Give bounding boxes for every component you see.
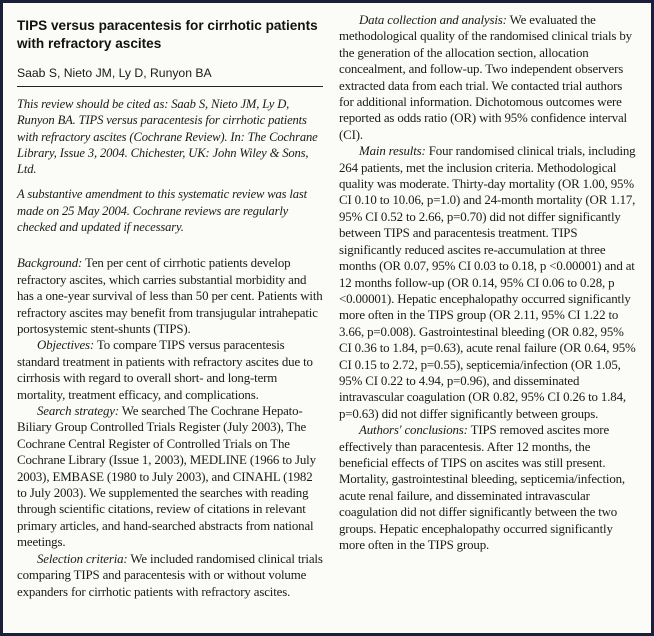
section-label: Background: xyxy=(17,256,83,271)
section-label: Search strategy: xyxy=(37,404,119,419)
section-label: Main results: xyxy=(359,144,426,159)
section-authors-conclusions xyxy=(339,422,639,553)
section-label: Selection criteria: xyxy=(37,551,128,566)
section-text: TIPS removed ascites more effectively than paracentesis. After 12 months, the beneficial effects of TIPS on ascites was still present. Mortality, gastrointestinal bleeding, septicemia/infection, acute renal failure, and disseminated intravascular coagulation did not differ significantly between the two groups. Hepatic encephalopathy occurred significantly more often in the TIPS group. xyxy=(339,423,626,552)
article-title: TIPS versus paracentesis for cirrhotic patients with refractory ascites xyxy=(17,18,318,51)
right-column xyxy=(339,12,639,553)
left-column xyxy=(17,17,323,600)
section-text: Ten per cent of cirrhotic patients develop refractory ascites, which carries substantial morbidity and has a one-year survival of less than 50 per cent. Patients with refractory ascites may benefit from transjugular intrahepatic portosystemic stent-shunts (TIPS). xyxy=(17,256,323,336)
section-background xyxy=(17,255,323,337)
abstract-page xyxy=(3,3,651,633)
section-text: We evaluated the methodological quality of the randomised clinical trials by the generation of the allocation section, allocation concealment, and follow-up. Two independent observers extracted data from each trial. We contacted trial authors for additional information. Dichotomous outcomes were reported as odds ratio (OR) with 95% confidence interval (CI). xyxy=(339,13,632,142)
section-label: Authors' conclusions: xyxy=(359,423,468,438)
section-objectives xyxy=(17,337,323,403)
section-text: Four randomised clinical trials, including 264 patients, met the inclusion criteria. Methodological quality was moderate. Thirty-day mortality (OR 1.00, 95% CI 0.10 to 10.06, p=1.0) and 24-month mortality (OR 1.17, 95% CI 0.52 to 2.66, p=0.70) did not differ significantly between TIPS and paracentesis treatment. TIPS significantly reduced ascites re-accumulation at three months (OR 0.07, 95% CI 0.03 to 0.18, p <0.00001) and at 12 months follow-up (OR 0.14, 95% CI 0.06 to 0.28, p <0.00001). Hepatic encephalopathy occurred significantly more often in the TIPS group (OR 2.11, 95% CI 1.22 to 3.66, p=0.008). Gastrointestinal bleeding (OR 0.82, 95% CI 0.36 to 1.84, p=0.63), acute renal failure (OR 0.64, 95% CI 0.15 to 2.72, p=0.55), septicemia/infection (OR 1.05, 95% CI 0.22 to 4.94, p=0.96), and disseminated intravascular coagulation (OR 0.82, 95% CI 0.26 to 1.84, p=0.63) did not differ significantly between groups. xyxy=(339,144,636,421)
section-text: To compare TIPS versus paracentesis standard treatment in patients with refractory ascites due to cirrhosis with regard to overall short- and long-term mortality, treatment efficacy, and complications. xyxy=(17,338,313,402)
section-selection-criteria xyxy=(17,551,323,600)
section-data-collection xyxy=(339,12,639,143)
section-main-results xyxy=(339,143,639,422)
section-search-strategy xyxy=(17,403,323,551)
section-label: Objectives: xyxy=(37,338,95,353)
section-label: Data collection and analysis: xyxy=(359,13,507,27)
amendment-note: A substantive amendment to this systematic review was last made on 25 May 2004. Cochrane reviews are regularly checked and updated if necessary. xyxy=(17,187,308,235)
section-text: We searched The Cochrane Hepato-Biliary Group Controlled Trials Register (July 2003), The Cochrane Central Register of Controlled Trials on The Cochrane Library (Issue 1, 2003), MEDLINE (1966 to July 2003), EMBASE (1980 to July 2003), and CINAHL (1982 to July 2003). We supplemented the searches with reading through scientific citations, review of citations in relevant primary articles, and hand-searched abstracts from national meetings. xyxy=(17,404,316,550)
section-text: We included randomised clinical trials comparing TIPS and paracentesis with or without volume expanders for cirrhotic patients with refractory ascites. xyxy=(17,551,323,599)
author-list: Saab S, Nieto JM, Ly D, Runyon BA xyxy=(17,65,323,87)
citation-note: This review should be cited as: Saab S, Nieto JM, Ly D, Runyon BA. TIPS versus paracentesis for cirrhotic patients with refractory ascites (Cochrane Review). In: The Cochrane Library, Issue 3, 2004. Chichester, UK: John Wiley & Sons, Ltd. xyxy=(17,97,318,177)
